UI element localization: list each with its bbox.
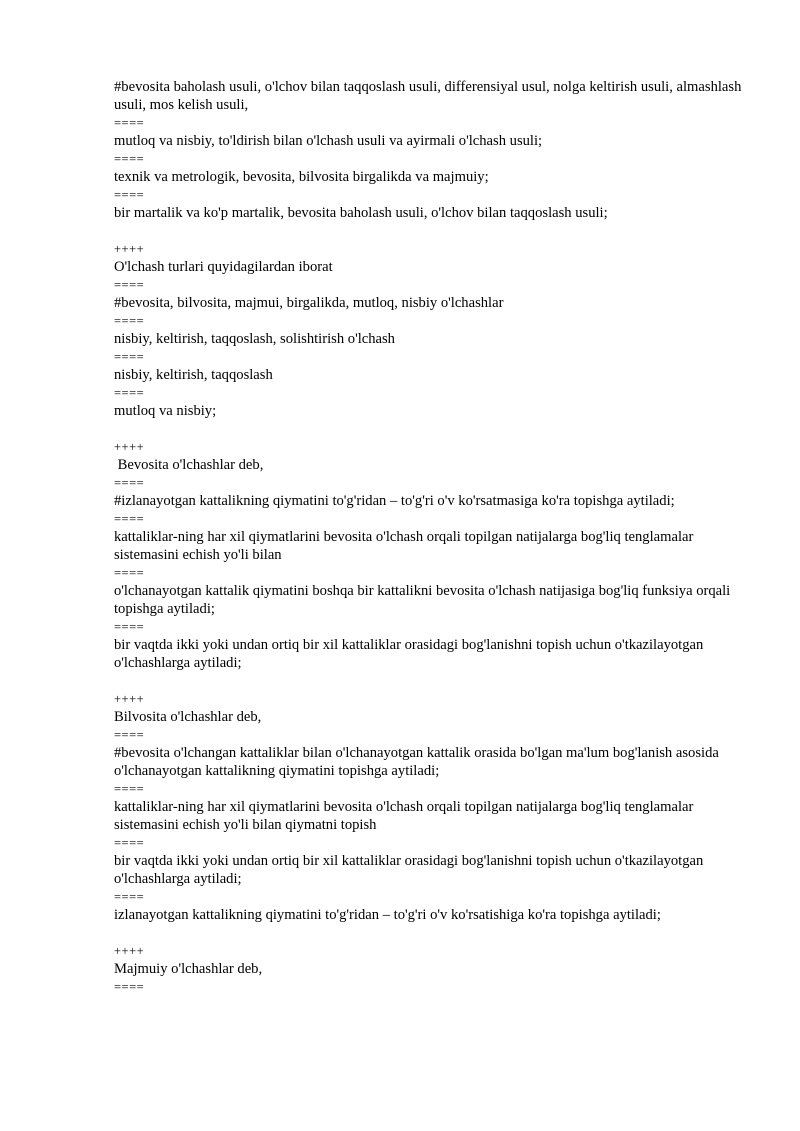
answer-option: kattaliklar-ning har xil qiymatlarini bevosita o'lchash orqali topilgan natijalarga bog'liq tenglamalar sistemasini echish yo'li bilan qiymatni topish xyxy=(114,799,694,833)
question-block xyxy=(114,942,744,996)
answer-option: kattaliklar-ning har xil qiymatlarini bevosita o'lchash orqali topilgan natijalarga bog'liq tenglamalar sistemasini echish yo'li bilan xyxy=(114,529,694,563)
option-separator: ==== xyxy=(114,566,145,580)
answer-option: #bevosita, bilvosita, majmui, birgalikda, mutloq, nisbiy o'lchashlar xyxy=(114,295,504,311)
answer-option: mutloq va nisbiy; xyxy=(114,403,217,419)
option-separator: ==== xyxy=(114,512,145,526)
answer-option: #izlanayotgan kattalikning qiymatini to'g'ridan – to'g'ri o'v ko'rsatmasiga ko'ra topishga aytiladi; xyxy=(114,493,675,509)
option-separator: ==== xyxy=(114,620,145,634)
answer-option: bir vaqtda ikki yoki undan ortiq bir xil kattaliklar orasidagi bog'lanishni topish uchun o'tkazilayotgan o'lchashlarga aytiladi; xyxy=(114,853,704,887)
answer-option: o'lchanayotgan kattalik qiymatini boshqa bir kattalikni bevosita o'lchash natijasiga bog'liq funksiya orqali topishga aytiladi; xyxy=(114,583,731,617)
option-separator: ==== xyxy=(114,278,145,292)
question-marker: ++++ xyxy=(114,692,145,706)
block-gap xyxy=(114,420,744,438)
block-gap xyxy=(114,672,744,690)
option-separator: ==== xyxy=(114,782,145,796)
question-marker: ++++ xyxy=(114,242,145,256)
question-marker: ++++ xyxy=(114,944,145,958)
option-separator: ==== xyxy=(114,890,145,904)
block-gap xyxy=(114,924,744,942)
answer-option: bir vaqtda ikki yoki undan ortiq bir xil kattaliklar orasidagi bog'lanishni topish uchun o'tkazilayotgan o'lchashlarga aytiladi; xyxy=(114,637,704,671)
question-block xyxy=(114,240,744,420)
answer-option: texnik va metrologik, bevosita, bilvosita birgalikda va majmuiy; xyxy=(114,169,489,185)
answer-option: izlanayotgan kattalikning qiymatini to'g'ridan – to'g'ri o'v ko'rsatishiga ko'ra topishga aytiladi; xyxy=(114,907,661,923)
answer-option: #bevosita baholash usuli, o'lchov bilan taqqoslash usuli, differensiyal usul, nolga keltirish usuli, almashlash usuli, mos kelish usuli, xyxy=(114,79,742,113)
question-text: Bevosita o'lchashlar deb, xyxy=(114,457,264,473)
option-separator: ==== xyxy=(114,728,145,742)
option-separator: ==== xyxy=(114,314,145,328)
answer-option: #bevosita o'lchangan kattaliklar bilan o'lchanayotgan kattalik orasida bo'lgan ma'lum bog'lanish asosida o'lchanayotgan kattalikning qiymatini topishga aytiladi; xyxy=(114,745,719,779)
answer-option: mutloq va nisbiy, to'ldirish bilan o'lchash usuli va ayirmali o'lchash usuli; xyxy=(114,133,543,149)
block-gap xyxy=(114,222,744,240)
question-text: O'lchash turlari quyidagilardan iborat xyxy=(114,259,333,275)
question-text: Majmuiy o'lchashlar deb, xyxy=(114,961,263,977)
option-separator: ==== xyxy=(114,476,145,490)
option-separator: ==== xyxy=(114,386,145,400)
option-separator: ==== xyxy=(114,188,145,202)
question-marker: ++++ xyxy=(114,440,145,454)
document-page xyxy=(114,78,744,996)
question-block xyxy=(114,78,744,222)
question-text: Bilvosita o'lchashlar deb, xyxy=(114,709,262,725)
option-separator: ==== xyxy=(114,116,145,130)
question-block xyxy=(114,690,744,924)
option-separator: ==== xyxy=(114,980,145,994)
answer-option: bir martalik va ko'p martalik, bevosita baholash usuli, o'lchov bilan taqqoslash usuli; xyxy=(114,205,608,221)
answer-option: nisbiy, keltirish, taqqoslash xyxy=(114,367,273,383)
question-block xyxy=(114,438,744,672)
option-separator: ==== xyxy=(114,350,145,364)
option-separator: ==== xyxy=(114,836,145,850)
answer-option: nisbiy, keltirish, taqqoslash, solishtirish o'lchash xyxy=(114,331,395,347)
option-separator: ==== xyxy=(114,152,145,166)
